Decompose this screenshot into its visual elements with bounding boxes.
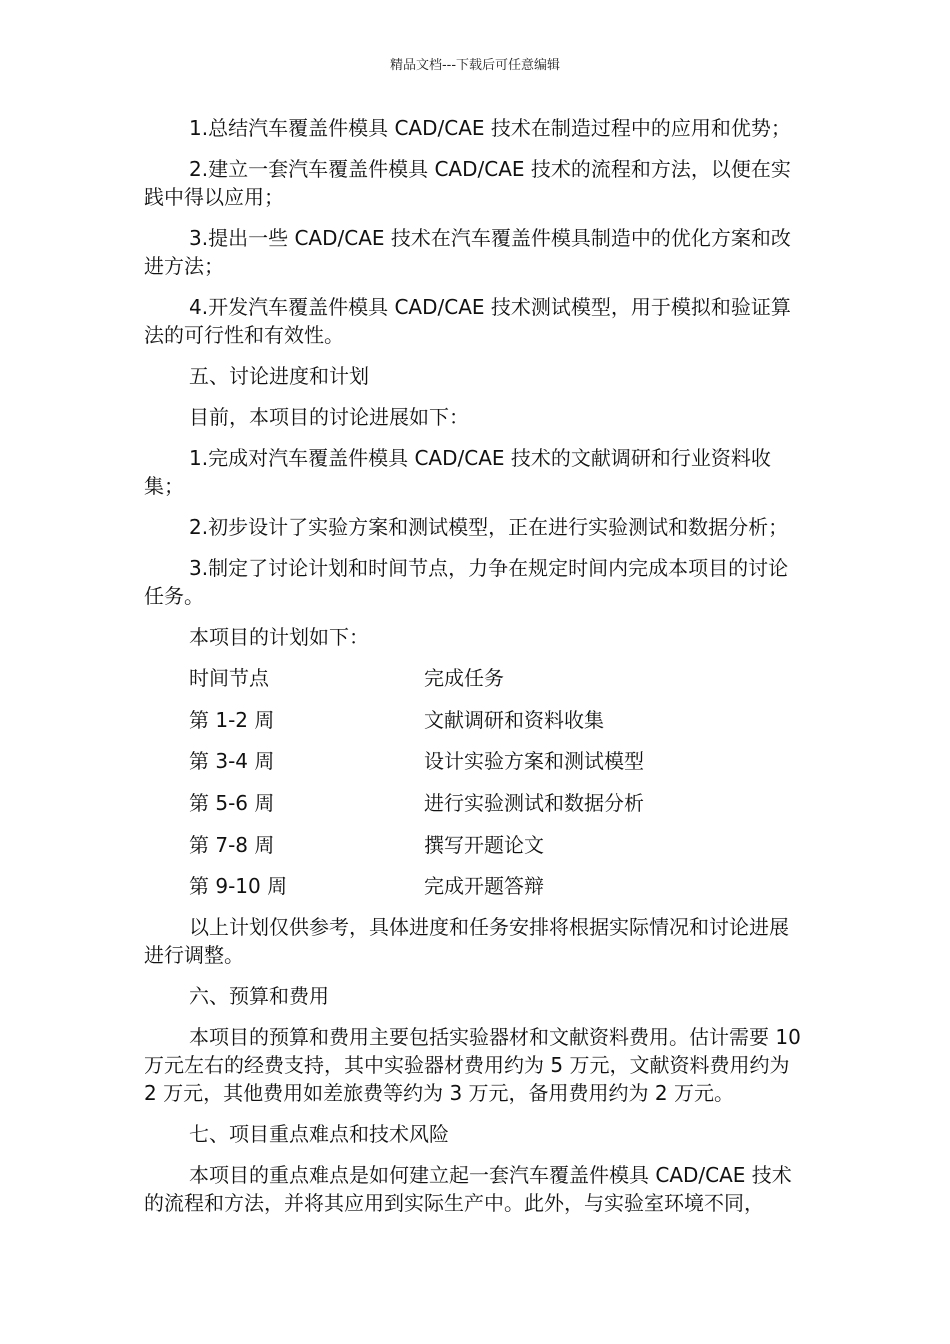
schedule-row (144, 831, 806, 859)
schedule-time: 第 1-2 周 (189, 707, 275, 732)
schedule-header-time: 时间节点 (189, 666, 269, 690)
progress-1: 1.完成对汽车覆盖件模具 CAD/CAE 技术的文献调研和行业资料收集； (144, 446, 771, 498)
progress-3: 3.制定了讨论计划和时间节点，力争在规定时间内完成本项目的讨论任务。 (144, 556, 789, 608)
risks-paragraph: 本项目的重点难点是如何建立起一套汽车覆盖件模具 CAD/CAE 技术的流程和方法，并将其应用到实际生产中。此外，与实验室环境不同， (144, 1163, 792, 1216)
schedule-header-task: 完成任务 (424, 666, 504, 690)
schedule-time: 第 3-4 周 (189, 749, 275, 774)
section-heading-budget: 六、预算和费用 (189, 984, 329, 1009)
page-header: 精品文档---下载后可任意编辑 (389, 58, 561, 73)
goal-4: 4.开发汽车覆盖件模具 CAD/CAE 技术测试模型，用于模拟和验证算法的可行性和有效性。 (144, 295, 791, 347)
schedule-row (144, 747, 806, 775)
schedule-task: 设计实验方案和测试模型 (424, 749, 644, 774)
goal-2: 2.建立一套汽车覆盖件模具 CAD/CAE 技术的流程和方法，以便在实践中得以应用； (144, 157, 791, 209)
schedule-row (144, 872, 806, 900)
schedule-row (144, 706, 806, 734)
budget-paragraph: 本项目的预算和费用主要包括实验器材和文献资料费用。估计需要 10 万元左右的经费支持，其中实验器材费用约为 5 万元，文献资料费用约为 2 万元，其他费用如差旅费等约为 3 万元，备用费用约为 2 万元。 (144, 1025, 801, 1106)
schedule-task: 完成开题答辩 (424, 874, 544, 899)
schedule-row (144, 789, 806, 817)
schedule-time: 第 5-6 周 (189, 791, 275, 816)
plan-note: 以上计划仅供参考，具体进度和任务安排将根据实际情况和讨论进展进行调整。 (144, 915, 789, 968)
section-heading-risks: 七、项目重点难点和技术风险 (189, 1122, 449, 1147)
schedule-task: 撰写开题论文 (424, 832, 544, 857)
goal-3: 3.提出一些 CAD/CAE 技术在汽车覆盖件模具制造中的优化方案和改进方法； (144, 226, 791, 278)
plan-intro: 本项目的计划如下： (189, 625, 369, 649)
schedule-time: 第 7-8 周 (189, 832, 275, 857)
progress-intro: 目前，本项目的讨论进展如下： (189, 405, 469, 429)
section-heading-progress: 五、讨论进度和计划 (189, 364, 369, 388)
goal-1: 1.总结汽车覆盖件模具 CAD/CAE 技术在制造过程中的应用和优势； (189, 116, 791, 140)
schedule-task: 进行实验测试和数据分析 (424, 791, 644, 816)
schedule-time: 第 9-10 周 (189, 874, 288, 899)
schedule-header-row (144, 664, 806, 692)
schedule-table (144, 664, 806, 900)
document-body (144, 114, 806, 1230)
progress-2: 2.初步设计了实验方案和测试模型，正在进行实验测试和数据分析； (189, 515, 789, 539)
schedule-task: 文献调研和资料收集 (424, 707, 604, 732)
